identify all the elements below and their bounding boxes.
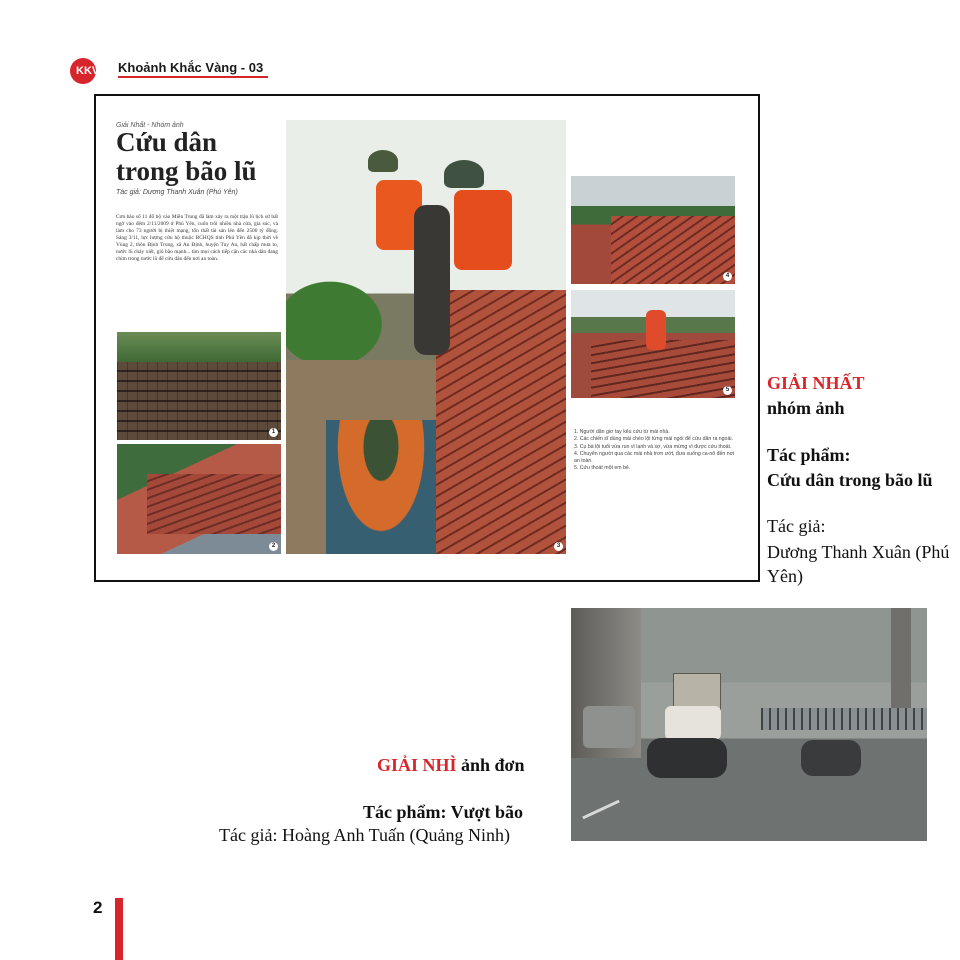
caption-item: 2. Các chiến sĩ dùng mái chèo lội từng mái ngói để cứu dân ra ngoài. [574, 436, 733, 443]
car [583, 706, 635, 748]
photo-main-rescue [286, 120, 566, 554]
fallen-motorbikes [647, 738, 727, 778]
main-photo-trees [286, 270, 396, 360]
page-number: 2 [93, 898, 103, 917]
photo-number-badge: 3 [554, 542, 563, 551]
life-jacket [454, 190, 512, 270]
page-accent-bar [115, 898, 123, 960]
award1-rank: GIẢI NHẤT [767, 373, 865, 393]
photo-roof-1 [117, 332, 281, 440]
award1-author: Dương Thanh Xuân (Phú Yên) [767, 542, 950, 586]
photo-number-badge: 1 [269, 428, 278, 437]
elderly-woman-figure [414, 205, 450, 355]
spread-body-text: Cơn bão số 11 đổ bộ vào Miền Trung đã làm xảy ra một trận lũ lịch sử bất ngờ vào đêm 2/11/2009 ở Phú Yên, cuốn trôi nhiều nhà cửa, gia súc, và làm cho 73 người bị thiệt mạng, tổn thất tài sản lên đến 2500 tỷ đồng. Sáng 3/11, lực lượng cứu hộ thuộc BCHQS tỉnh Phú Yên đã kịp thời về Vùng 2, thôn Định Trung, xã An Định, huyện Tuy An, bất chấp mưa to, nước lũ chảy xiết, gió bão mạnh... tìm mọi cách tiếp cận các nhà dân đang chìm trong nước lũ để cứu dân đến nơi an toàn. [116, 214, 278, 262]
award1-work-label: Tác phẩm: [767, 445, 851, 465]
photo-roof-3-tiles [611, 216, 735, 284]
brand-logo: KKV [70, 58, 96, 84]
soldier-helmet [444, 160, 484, 188]
photo-number-badge: 5 [723, 386, 732, 395]
photo-number-badge: 4 [723, 272, 732, 281]
soldier-helmet [368, 150, 398, 172]
award2-rank: GIẢI NHÌ [377, 755, 457, 775]
fallen-motorbike [801, 740, 861, 776]
spread-author: Tác giả: Dương Thanh Xuân (Phú Yên) [116, 189, 238, 196]
photo-roof-2 [117, 444, 281, 554]
award1-work-title: Cứu dân trong bão lũ [767, 470, 933, 490]
caption-item: 3. Cụ bà lội tuổi vừa run vì lạnh và sợ, vừa mừng vì được cứu thoát. [574, 443, 732, 450]
photo-number-badge: 2 [269, 542, 278, 551]
photo-captions [574, 429, 739, 473]
award2-heading [377, 755, 525, 776]
photo-storm-bridge [571, 608, 927, 841]
main-photo-roof [436, 290, 566, 554]
photo-roof-2-tiles [147, 474, 281, 534]
award2-work: Tác phẩm: Vượt bão [363, 802, 523, 822]
bridge-tower [891, 608, 911, 718]
road-marking [582, 800, 620, 820]
caption-item: 5. Cứu thoát một em bé. [574, 465, 631, 472]
magazine-title: Khoảnh Khắc Vàng - 03 [118, 60, 264, 75]
award1-type: nhóm ảnh [767, 398, 845, 418]
caption-item: 4. Chuyển người qua các mái nhà trơn ướt, đưa xuống ca-nô đến nơi an toàn. [574, 450, 735, 465]
caption-item: 1. Người dân giơ tay kêu cứu từ mái nhà. [574, 429, 670, 435]
car [665, 706, 721, 740]
photo-roof-3 [571, 176, 735, 284]
rescuer-figure [646, 310, 666, 350]
soldier-in-boat [326, 420, 436, 554]
spread-title: Cứu dân trong bão lũ [116, 127, 257, 186]
award2-type: ảnh đơn [456, 755, 525, 775]
photo-roof-1-trees [117, 332, 281, 362]
photo-roof-4 [571, 290, 735, 398]
award1-author-label: Tác giả: [767, 516, 826, 536]
bridge-railing [761, 708, 927, 730]
spread-kicker: Giải Nhất - Nhóm ảnh [116, 122, 184, 129]
award2-author: Tác giả: Hoàng Anh Tuấn (Quảng Ninh) [219, 825, 510, 845]
header-divider [118, 76, 268, 78]
